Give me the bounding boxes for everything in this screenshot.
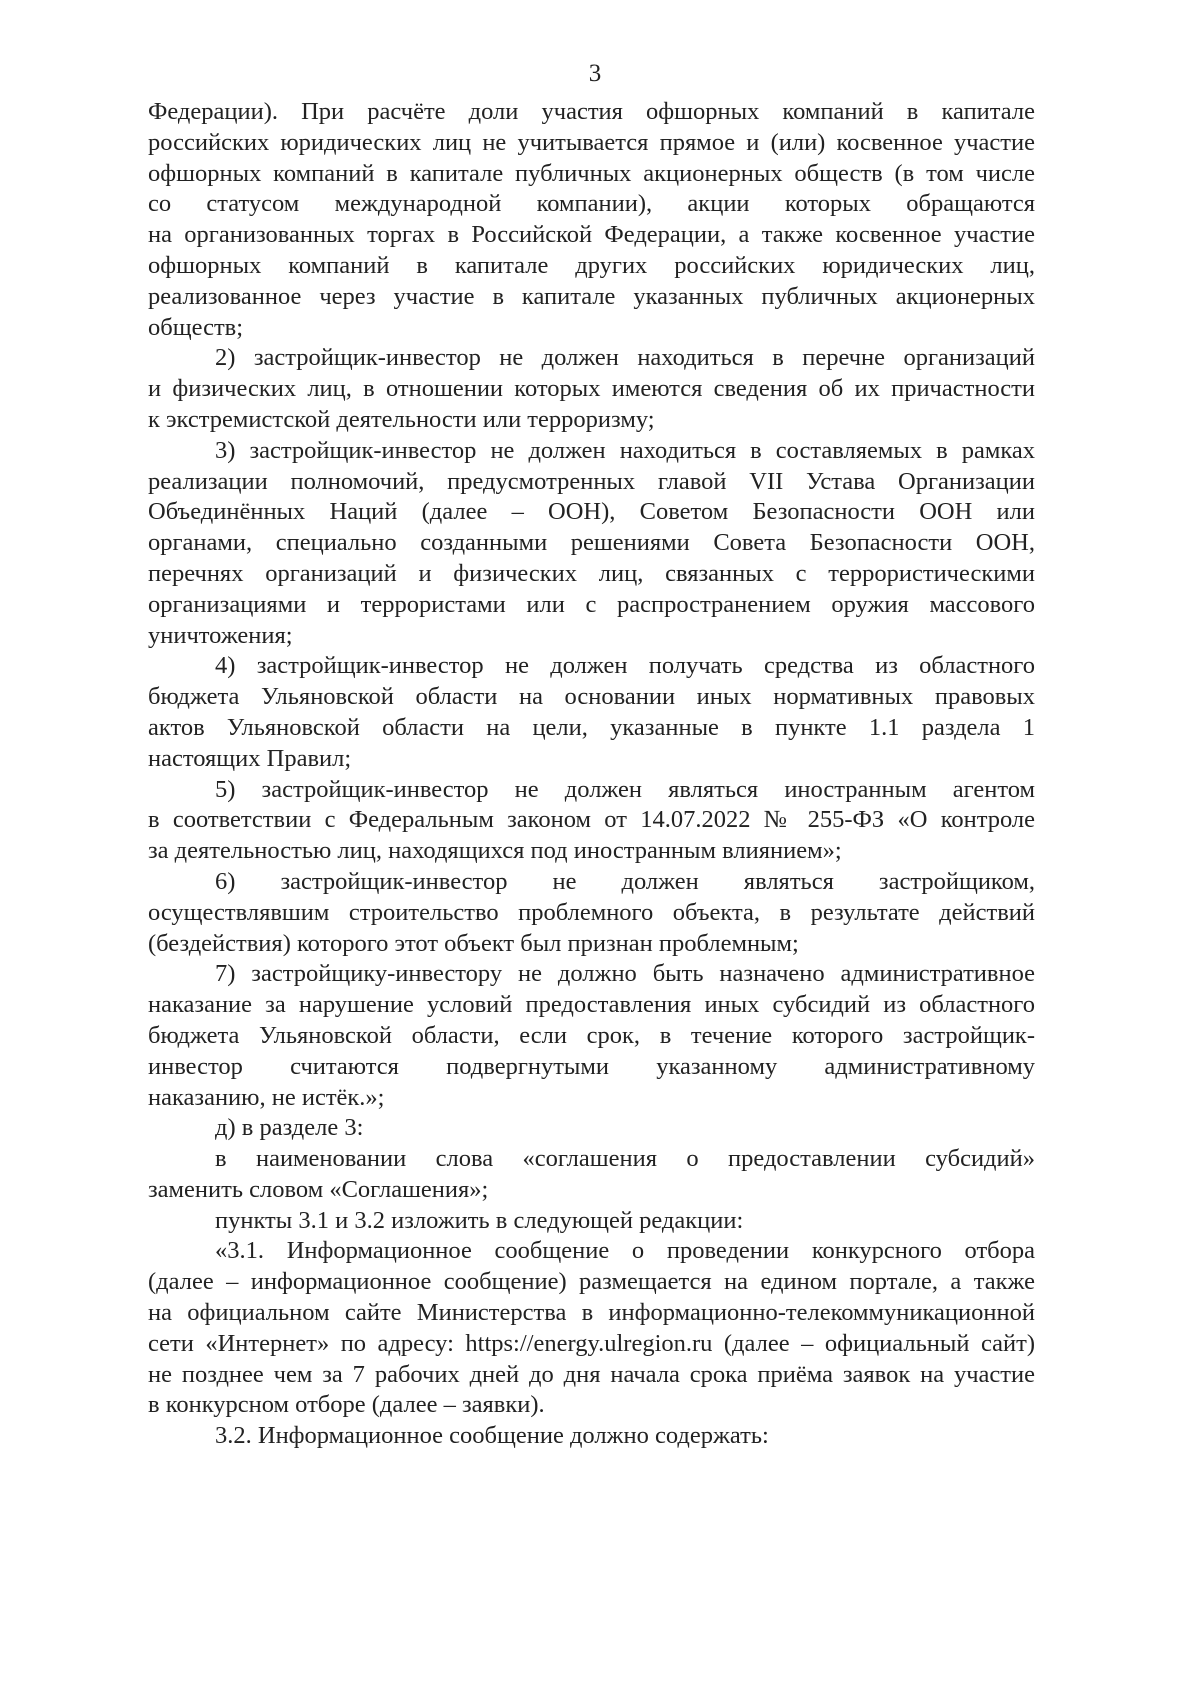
paragraph-item-3 <box>148 436 1035 652</box>
text-line: перечнях организаций и физических лиц, связанных с террористическими <box>148 559 1035 587</box>
text-line: 6) застройщик-инвестор не должен являться застройщиком, <box>215 867 1035 895</box>
paragraph-name-change <box>148 1144 1035 1206</box>
document-body <box>148 97 1035 1452</box>
text-line: за деятельностью лиц, находящихся под иностранным влиянием»; <box>148 837 842 865</box>
text-line: бюджета Ульяновской области, если срок, в течение которого застройщик- <box>148 1021 1035 1049</box>
text-line: 7) застройщику-инвестору не должно быть назначено административное <box>215 960 1035 988</box>
text-line: органами, специально созданными решениями Совета Безопасности ООН, <box>148 529 1035 557</box>
text-line: 4) застройщик-инвестор не должен получать средства из областного <box>215 652 1035 680</box>
text-line: бюджета Ульяновской области на основании иных нормативных правовых <box>148 683 1035 711</box>
text-line: (бездействия) которого этот объект был признан проблемным; <box>148 929 799 957</box>
text-line: Федерации). При расчёте доли участия офшорных компаний в капитале <box>148 98 1035 125</box>
text-line: наказание за нарушение условий предоставления иных субсидий из областного <box>148 991 1035 1019</box>
text-line: наказанию, не истёк.»; <box>148 1083 385 1111</box>
paragraph-item-2 <box>148 343 1035 435</box>
text-line: 5) застройщик-инвестор не должен являться иностранным агентом <box>215 775 1035 803</box>
text-line: не позднее чем за 7 рабочих дней до дня начала срока приёма заявок на участие <box>148 1360 1035 1388</box>
text-line: (далее – информационное сообщение) размещается на едином портале, а также <box>148 1268 1035 1296</box>
text-line: реализации полномочий, предусмотренных главой VII Устава Организации <box>148 467 1035 495</box>
text-line: со статусом международной компании), акции которых обращаются <box>148 190 1035 218</box>
text-line: осуществлявшим строительство проблемного объекта, в результате действий <box>148 898 1035 926</box>
paragraph-item-4 <box>148 651 1035 774</box>
paragraph-item-6 <box>148 867 1035 959</box>
text-line: д) в разделе 3: <box>215 1114 364 1142</box>
text-line: организациями и террористами или с распространением оружия массового <box>148 590 1035 618</box>
text-line: настоящих Правил; <box>148 744 352 772</box>
text-line: 2) застройщик-инвестор не должен находиться в перечне организаций <box>215 344 1035 372</box>
text-line: инвестор считаются подвергнутыми указанному административному <box>148 1052 1035 1080</box>
text-line: офшорных компаний в капитале публичных акционерных обществ (в том числе <box>148 159 1035 187</box>
text-line: сети «Интернет» по адресу: https://energy.ulregion.ru (далее – официальный сайт) <box>148 1329 1035 1357</box>
paragraph-points-intro <box>148 1206 1035 1237</box>
text-line: на организованных торгах в Российской Федерации, а также косвенное участие <box>148 221 1035 249</box>
text-line: в соответствии с Федеральным законом от 14.07.2022 № 255-ФЗ «О контроле <box>148 806 1035 834</box>
text-line: на официальном сайте Министерства в информационно-телекоммуникационной <box>148 1299 1035 1327</box>
text-line: российских юридических лиц не учитывается прямое и (или) косвенное участие <box>148 128 1035 156</box>
text-line: 3) застройщик-инвестор не должен находиться в составляемых в рамках <box>215 436 1035 464</box>
text-line: и физических лиц, в отношении которых имеются сведения об их причастности <box>148 375 1035 403</box>
paragraph-point-3-1 <box>148 1236 1035 1421</box>
paragraph-item-7 <box>148 959 1035 1113</box>
text-line: актов Ульяновской области на цели, указанные в пункте 1.1 раздела 1 <box>148 713 1035 741</box>
text-line: к экстремистской деятельности или терроризму; <box>148 405 655 433</box>
paragraph-offshore-continuation <box>148 97 1035 343</box>
text-line: 3.2. Информационное сообщение должно содержать: <box>215 1422 769 1450</box>
text-line: обществ; <box>148 313 244 341</box>
page-number: 3 <box>588 60 602 87</box>
text-line: Объединённых Наций (далее – ООН), Советом Безопасности ООН или <box>148 498 1035 526</box>
text-line: реализованное через участие в капитале указанных публичных акционерных <box>148 282 1035 310</box>
paragraph-point-3-2 <box>148 1421 1035 1452</box>
text-line: пункты 3.1 и 3.2 изложить в следующей редакции: <box>215 1206 744 1234</box>
text-line: в конкурсном отборе (далее – заявки). <box>148 1391 545 1419</box>
text-line: «3.1. Информационное сообщение о проведении конкурсного отбора <box>215 1237 1035 1265</box>
text-line: офшорных компаний в капитале других российских юридических лиц, <box>148 251 1035 279</box>
text-line: заменить словом «Соглашения»; <box>148 1175 489 1203</box>
paragraph-subitem-d <box>148 1113 1035 1144</box>
paragraph-item-5 <box>148 775 1035 867</box>
text-line: в наименовании слова «соглашения о предоставлении субсидий» <box>215 1145 1035 1173</box>
text-line: уничтожения; <box>148 621 293 649</box>
